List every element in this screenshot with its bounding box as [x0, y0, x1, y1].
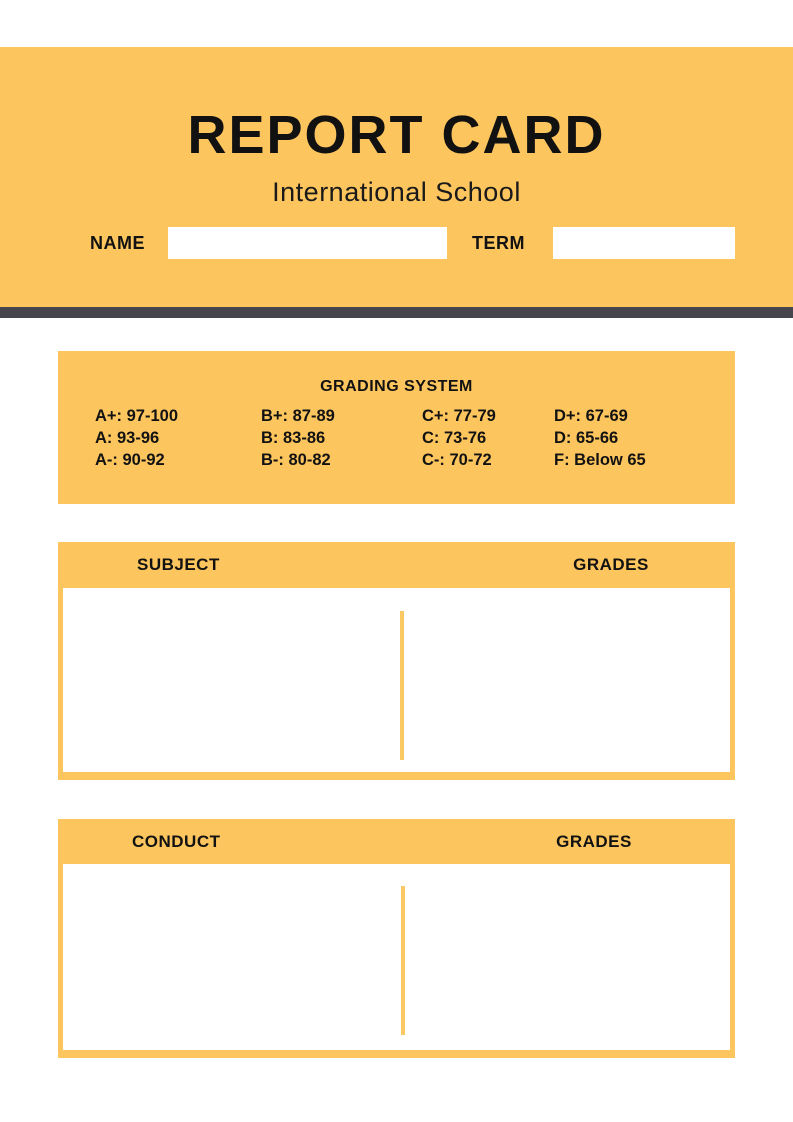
name-label: NAME [90, 233, 145, 253]
grade-range: B-: 80-82 [261, 451, 331, 469]
grade-range: A-: 90-92 [95, 451, 165, 469]
subject-table-body [58, 588, 735, 780]
grades-column-header: GRADES [556, 831, 632, 851]
grade-range: C+: 77-79 [422, 407, 496, 425]
grading-column-d-f [554, 405, 646, 471]
conduct-grades-entry-area[interactable] [405, 864, 730, 1050]
header-banner [0, 47, 793, 307]
grade-range: F: Below 65 [554, 451, 646, 469]
conduct-table [58, 819, 735, 1058]
subject-entry-area[interactable] [63, 588, 393, 772]
grade-range: D: 65-66 [554, 429, 619, 447]
grading-column-c [422, 405, 496, 471]
conduct-table-header [58, 819, 735, 864]
conduct-column-header: CONDUCT [132, 831, 221, 851]
column-divider-line [400, 611, 404, 760]
grade-range: C-: 70-72 [422, 451, 492, 469]
conduct-entry-area[interactable] [63, 864, 393, 1050]
grade-range: B: 83-86 [261, 429, 326, 447]
header-divider-bar [0, 307, 793, 318]
grading-system-panel [58, 351, 735, 504]
grades-column-header: GRADES [573, 555, 649, 574]
grade-range: B+: 87-89 [261, 407, 335, 425]
grade-range: A: 93-96 [95, 429, 160, 447]
conduct-table-body [58, 864, 735, 1058]
grade-range: C: 73-76 [422, 429, 487, 447]
grading-system-title: GRADING SYSTEM [320, 378, 473, 395]
grade-range: D+: 67-69 [554, 407, 628, 425]
school-name: International School [272, 177, 521, 207]
subject-table [58, 542, 735, 780]
name-term-row [0, 227, 793, 259]
term-label: TERM [472, 233, 525, 253]
name-input[interactable] [168, 227, 447, 259]
term-input[interactable] [553, 227, 735, 259]
subject-table-header [58, 542, 735, 588]
subject-grades-entry-area[interactable] [405, 588, 730, 772]
grading-column-a [95, 405, 178, 471]
subject-column-header: SUBJECT [137, 555, 220, 574]
grade-range: A+: 97-100 [95, 407, 179, 425]
page-title: REPORT CARD [187, 105, 606, 165]
grading-column-b [261, 405, 335, 471]
